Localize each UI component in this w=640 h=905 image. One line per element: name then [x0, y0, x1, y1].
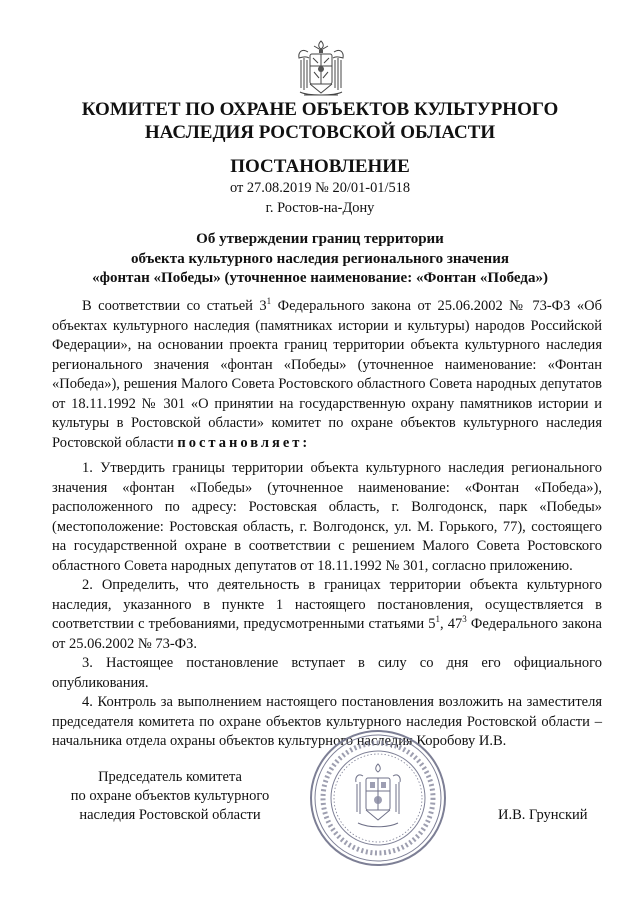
item-2	[52, 576, 602, 654]
item-3: 3. Настоящее постановление вступает в силу со дня его официального опубликования.	[52, 655, 602, 691]
resolution-items	[52, 459, 602, 752]
item-2-superscript-1: 1	[435, 614, 440, 625]
preamble-text-2: Федерального закона от 25.06.2002 № 73-ФЗ «Об объектах культурного наследия (памятниках истории и культуры) народов Российской Федерации», на основании проекта границ территории объекта культурного наследия регионального значения «фонтан «Победы» (уточненное наименование: «Фонтан «Победа»), решения Малого Совета Ростовского областного Совета народных депутатов от 18.11.1992 № 301 «О принятии на государственную охрану памятников истории и культуры в Ростовской области» комитет по охране объектов культурного наследия Ростовской области	[52, 298, 602, 451]
subject-line-3: «фонтан «Победы» (уточненное наименование: «Фонтан «Победа»)	[92, 270, 548, 286]
item-2-text-3: Федерального закона от 25.06.2002 № 73-ФЗ.	[52, 616, 602, 652]
organization-name	[40, 98, 600, 144]
subject-line-1: Об утверждении границ территории	[196, 231, 444, 247]
resolves-word: постановляет:	[177, 434, 311, 451]
item-2-superscript-2: 3	[462, 614, 467, 625]
org-line-2: НАСЛЕДИЯ РОСТОВСКОЙ ОБЛАСТИ	[144, 122, 496, 143]
preamble	[52, 297, 602, 453]
signatory-name: И.В. Грунский	[498, 807, 588, 823]
document-type: ПОСТАНОВЛЕНИЕ	[230, 156, 410, 177]
item-1: 1. Утвердить границы территории объекта культурного наследия регионального значения «фонтан «Победы» (уточненное наименование: «Фонтан «Победа»), расположенного по адресу: Ростовская область, г. Волгодонск, парк «Победы» (местоположение: Ростовская область, г. Волгодонск, ул. М. Горького, 77), состоящего на государственной охране в соответствии с решением Малого Совета Ростовского областного Совета народных депутатов от 18.11.1992 № 301, согласно приложению.	[52, 460, 602, 574]
subject-line-2: объекта культурного наследия регионального значения	[131, 250, 509, 267]
signatory-title-line-2: по охране объектов культурного	[70, 788, 270, 804]
org-line-1: КОМИТЕТ ПО ОХРАНЕ ОБЪЕКТОВ КУЛЬТУРНОГО	[81, 99, 559, 120]
document-subject	[40, 230, 600, 289]
item-2-text-2: , 47	[440, 616, 463, 632]
preamble-superscript: 1	[266, 296, 272, 307]
preamble-text-1: В соответствии со статьей 3	[82, 298, 267, 314]
preamble-paragraph	[52, 297, 602, 453]
item-4: 4. Контроль за выполнением настоящего постановления возложить на заместителя председателя комитета по охране объектов культурного наследия Ростовской области – начальника отдела охраны объектов культурного наследия Коробову И.В.	[52, 694, 602, 749]
item-2-text-1: 2. Определить, что деятельность в границах территории объекта культурного наследия, указанного в пункте 1 настоящего постановления, осуществляется в соответствии с требованиями, предусмотренными статьями 5	[52, 577, 602, 632]
document-city: г. Ростов-на-Дону	[265, 200, 375, 216]
official-seal-icon	[308, 728, 448, 868]
signatory-title-line-1: Председатель комитета	[98, 769, 242, 785]
signatory-title-line-3: наследия Ростовской области	[79, 807, 261, 823]
signatory-title	[60, 768, 280, 825]
document-date-number: от 27.08.2019 № 20/01-01/518	[229, 180, 411, 196]
coat-of-arms-icon	[294, 38, 348, 100]
